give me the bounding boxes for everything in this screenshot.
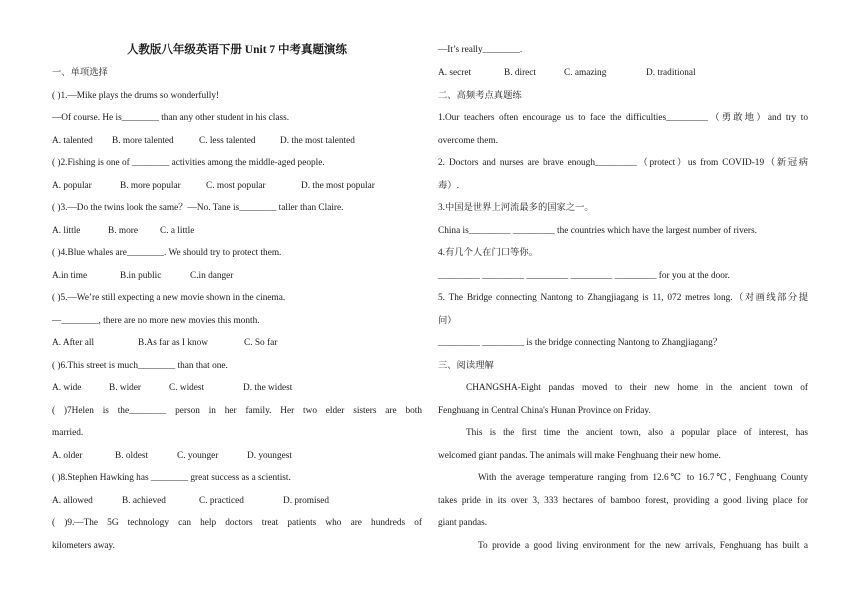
option-c: C. a little xyxy=(160,226,195,236)
option-b: B. wider xyxy=(109,383,142,393)
question-9: ( )9.—The 5G technology can help doctors treat patients who are hundreds of xyxy=(52,518,422,528)
exercise-5-sentence: _________ _________ is the bridge connecting Nantong to Zhangjiagang？ xyxy=(438,338,723,348)
option-d: D. the widest xyxy=(243,383,293,393)
option-c: C. So far xyxy=(244,338,278,348)
question-1: ( )1.—Mike plays the drums so wonderfully! xyxy=(52,91,220,101)
section-heading-high-frequency: 二、高频考点真题练 xyxy=(438,91,522,101)
option-d: D. youngest xyxy=(247,451,292,461)
reading-paragraph-3-line-3: giant pandas. xyxy=(438,518,488,528)
question-3-options xyxy=(52,225,422,237)
option-d: D. promised xyxy=(283,496,329,506)
option-a: A. little xyxy=(52,226,81,236)
question-4-options xyxy=(52,270,422,282)
question-6: ( )6.This street is much________ than that one. xyxy=(52,361,228,371)
option-a: A. older xyxy=(52,451,83,461)
exercise-4-prompt: 4.有几个人在门口等你。 xyxy=(438,248,538,258)
question-7-continuation: married. xyxy=(52,428,84,438)
exercise-3-prompt: 3.中国是世界上河流最多的国家之一。 xyxy=(438,203,594,213)
question-2: ( )2.Fishing is one of ________ activities among the middle-aged people. xyxy=(52,158,325,168)
option-b: B. more talented xyxy=(112,136,174,146)
question-1-response: —Of course. He is________ than any other student in his class. xyxy=(52,113,290,123)
reading-paragraph-3-line-2: takes pride in its over 3, 333 hectares of bamboo forest, providing a good living place for xyxy=(438,496,808,506)
option-d: D. traditional xyxy=(646,68,696,78)
question-3: ( )3.—Do the twins look the same？—No. Tane is________ taller than Claire. xyxy=(52,203,344,213)
option-a: A.in time xyxy=(52,271,88,281)
option-b: B. direct xyxy=(504,68,537,78)
option-d: D. the most talented xyxy=(280,136,355,146)
exercise-5-continuation: 问） xyxy=(438,316,457,326)
question-1-options xyxy=(52,135,422,147)
option-b: B. more xyxy=(108,226,138,236)
option-d: D. the most popular xyxy=(301,181,375,191)
section-heading-reading: 三、阅读理解 xyxy=(438,361,494,371)
exercise-2: 2. Doctors and nurses are brave enough_________（protect）us from COVID-19（新冠病 xyxy=(438,158,808,168)
option-c: C.in danger xyxy=(190,271,234,281)
section-heading-single-choice: 一、单项选择 xyxy=(52,68,108,78)
document-title: 人教版八年级英语下册 Unit 7 中考真题演练 xyxy=(126,44,348,56)
question-7-options xyxy=(52,450,422,462)
exercise-5: 5. The Bridge connecting Nantong to Zhangjiagang is 11, 072 metres long.（对画线部分提 xyxy=(438,293,808,303)
question-8: ( )8.Stephen Hawking has ________ great success as a scientist. xyxy=(52,473,291,483)
reading-paragraph-1-line-1: CHANGSHA-Eight pandas moved to their new home in the ancient town of xyxy=(466,383,808,393)
option-b: B. more popular xyxy=(120,181,181,191)
option-b: B. achieved xyxy=(122,496,166,506)
reading-paragraph-3-line-1: With the average temperature ranging from 12.6℃ to 16.7℃, Fenghuang County xyxy=(478,473,808,483)
exercise-4-sentence: _________ _________ _________ _________ _________ for you at the door. xyxy=(438,271,730,281)
question-9-continuation: kilometers away. xyxy=(52,541,115,551)
question-5-options xyxy=(52,337,422,349)
exercise-1: 1.Our teachers often encourage us to face the difficulties_________（勇敢地）and try to xyxy=(438,113,808,123)
option-c: C. widest xyxy=(169,383,205,393)
question-4: ( )4.Blue whales are________. We should try to protect them. xyxy=(52,248,282,258)
option-a: A. allowed xyxy=(52,496,93,506)
exercise-3-sentence: China is_________ _________ the countries which have the largest number of rivers. xyxy=(438,226,757,236)
option-b: B. oldest xyxy=(115,451,149,461)
option-c: C. less talented xyxy=(199,136,256,146)
reading-paragraph-1-line-2: Fenghuang in Central China's Hunan Province on Friday. xyxy=(438,406,651,416)
option-a: A. popular xyxy=(52,181,92,191)
question-5-response: —________, there are no more new movies this month. xyxy=(52,316,260,326)
option-a: A. After all xyxy=(52,338,95,348)
option-a: A. wide xyxy=(52,383,82,393)
option-b: B.in public xyxy=(120,271,162,281)
option-b: B.As far as I know xyxy=(138,338,208,348)
option-c: C. younger xyxy=(177,451,219,461)
option-c: C. amazing xyxy=(564,68,607,78)
option-c: C. practiced xyxy=(199,496,244,506)
option-a: A. secret xyxy=(438,68,472,78)
option-c: C. most popular xyxy=(206,181,266,191)
question-7: ( )7Helen is the________ person in her family. Her two elder sisters are both xyxy=(52,406,422,416)
question-9-options xyxy=(438,67,808,79)
exercise-2-continuation: 毒）. xyxy=(438,181,459,191)
question-5: ( )5.—We’re still expecting a new movie shown in the cinema. xyxy=(52,293,286,303)
reading-paragraph-4-line-1: To provide a good living environment for the new arrivals, Fenghuang has built a xyxy=(478,541,808,551)
question-8-options xyxy=(52,495,422,507)
reading-paragraph-2-line-1: This is the first time the ancient town, also a popular place of interest, has xyxy=(466,428,808,438)
question-2-options xyxy=(52,180,422,192)
option-a: A. talented xyxy=(52,136,93,146)
question-6-options xyxy=(52,382,422,394)
reading-paragraph-2-line-2: welcomed giant pandas. The animals will make Fenghuang their new home. xyxy=(438,451,721,461)
exercise-1-continuation: overcome them. xyxy=(438,136,498,146)
question-9-response: —It’s really________. xyxy=(438,45,523,55)
